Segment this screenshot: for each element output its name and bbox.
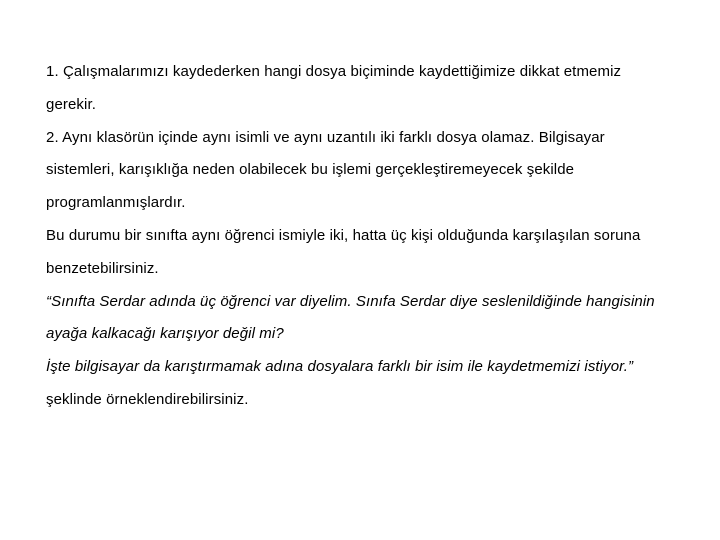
item-1-line-1 [46, 56, 706, 89]
closing-line: şeklinde örneklendirebilirsiniz. [46, 390, 249, 408]
item-2-line-1 [46, 122, 706, 155]
item-1-number: 1. [46, 63, 59, 80]
item-1-text: Çalışmalarımızı kaydederken hangi dosya biçiminde kaydettiğimize dikkat etmemiz [58, 63, 622, 80]
body-line-2: benzetebilirsiniz. [46, 259, 159, 277]
item-2-number: 2. [46, 128, 59, 146]
quote-line-2: ayağa kalkacağı karışıyor değil mi? [46, 325, 284, 343]
item-2-line-3: programlanmışlardır. [46, 194, 186, 212]
quote-line-3: İşte bilgisayar da karıştırmamak adına dosyalara farklı bir isim ile kaydetmemizi istiyor.” [46, 358, 634, 376]
item-2-text: Aynı klasörün içinde aynı isimli ve aynı uzantılı iki farklı dosya olamaz. Bilgisayar [58, 128, 605, 146]
quote-line-1: “Sınıfta Serdar adında üç öğrenci var diyelim. Sınıfa Serdar diye seslenildiğinde hangisinin [46, 292, 655, 310]
item-1-line-2: gerekir. [46, 95, 96, 113]
body-line-1: Bu durumu bir sınıfta aynı öğrenci ismiyle iki, hatta üç kişi olduğunda karşılaşılan soruna [46, 226, 641, 244]
item-2-line-2: sistemleri, karışıklığa neden olabilecek bu işlemi gerçekleştiremeyecek şekilde [46, 161, 575, 179]
slide-text-block [46, 56, 706, 417]
